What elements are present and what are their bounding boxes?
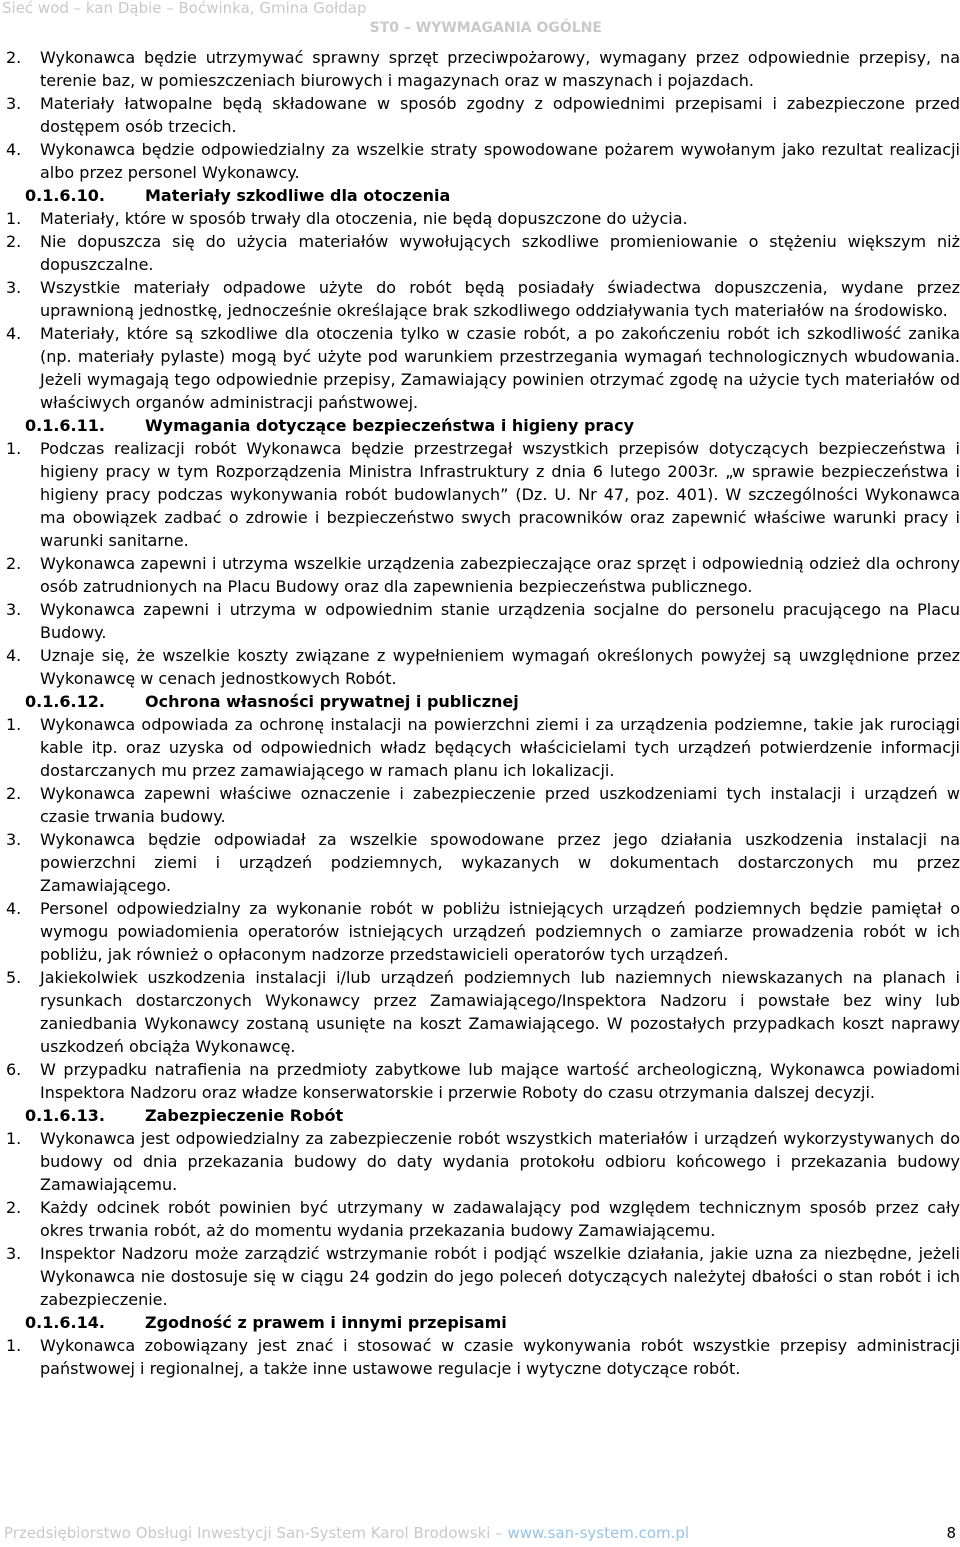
item-number: 3. [6, 830, 22, 849]
item-number: 3. [6, 1244, 22, 1263]
footer-company [4, 1524, 689, 1542]
list-item [6, 207, 960, 230]
header-title: Sieć wod – kan Dąbie – Boćwinka, Gmina Gołdap [2, 0, 367, 17]
item-number: 2. [6, 232, 22, 251]
item-number: 5. [6, 968, 22, 987]
item-text: Inspektor Nadzoru może zarządzić wstrzymanie robót i podjąć wszelkie działania, jakie uzna za niezbędne, jeżeli Wykonawca nie dostosuje się w ciągu 24 godzin do jego poleceń dotyczących należytej dbałości o stan robót i ich zabezpieczenie. [40, 1244, 960, 1309]
item-number: 3. [6, 278, 22, 297]
list-item [6, 966, 960, 1058]
list-item [6, 322, 960, 414]
item-text: Podczas realizacji robót Wykonawca będzie przestrzegał wszystkich przepisów dotyczących bezpieczeństwa i higieny pracy w tym Rozporządzenia Ministra Infrastruktury z dnia 6 lutego 2003r. „w sprawie bezpieczeństwa i higieny pracy podczas wykonywania robót budowlanych” (Dz. U. Nr 47, poz. 401). W szczególności Wykonawca ma obowiązek zadbać o zdrowie i bezpieczeństwo swych pracowników oraz zapewnić właściwe warunki pracy i warunki sanitarne. [40, 439, 960, 550]
item-text: Wykonawca jest odpowiedzialny za zabezpieczenie robót wszystkich materiałów i urządzeń wykorzystywanych do budowy od dnia przekazania budowy do daty wydania protokołu odbioru końcowego i przekazania budowy Zamawiającemu. [40, 1129, 960, 1194]
item-text: Personel odpowiedzialny za wykonanie robót w pobliżu istniejących urządzeń podziemnych będzie pamiętał o wymogu powiadomienia operatorów istniejących urządzeń podziemnych o zamiarze prowadzenia robót w ich pobliżu, jak również o opłaconym nadzorze przedstawicieli operatorów tych urządzeń. [40, 899, 960, 964]
list-item [6, 437, 960, 552]
item-text: Wszystkie materiały odpadowe użyte do robót będą posiadały świadectwa dopuszczenia, wydane przez uprawnioną jednostkę, jednocześnie określające brak szkodliwego oddziaływania tych materiałów na środowisko. [40, 278, 960, 320]
item-text: Materiały, które są szkodliwe dla otoczenia tylko w czasie robót, a po zakończeniu robót ich szkodliwość zanika (np. materiały pylaste) mogą być użyte pod warunkiem przestrzegania wymagań technologicznych wbudowania. Jeżeli wymagają tego odpowiednie przepisy, Zamawiający powinien otrzymać zgodę na użycie tych materiałów od właściwych organów administracji państwowej. [40, 324, 960, 412]
item-number: 6. [6, 1060, 22, 1079]
list-item [6, 598, 960, 644]
section-number: 0.1.6.11. [25, 416, 105, 435]
section-title: Wymagania dotyczące bezpieczeństwa i higieny pracy [145, 416, 634, 435]
list-item [6, 644, 960, 690]
item-number: 2. [6, 48, 22, 67]
section-title: Zabezpieczenie Robót [145, 1106, 344, 1125]
list-item [6, 713, 960, 782]
list-item [6, 92, 960, 138]
item-number: 2. [6, 554, 22, 573]
item-text: Wykonawca zapewni i utrzyma w odpowiednim stanie urządzenia socjalne do personelu pracującego na Placu Budowy. [40, 600, 960, 642]
section-title: Ochrona własności prywatnej i publicznej [145, 692, 519, 711]
item-number: 1. [6, 715, 22, 734]
item-number: 1. [6, 439, 22, 458]
page-footer [4, 1524, 956, 1542]
section-title: Materiały szkodliwe dla otoczenia [145, 186, 451, 205]
item-text: Uznaje się, że wszelkie koszty związane z wypełnieniem wymagań określonych powyżej są uwzględnione przez Wykonawcę w cenach jednostkowych Robót. [40, 646, 960, 688]
section-heading [6, 414, 960, 437]
item-number: 2. [6, 784, 22, 803]
list-item [6, 138, 960, 184]
section-heading [6, 184, 960, 207]
item-number: 2. [6, 1198, 22, 1217]
list-item [6, 46, 960, 92]
item-number: 1. [6, 1129, 22, 1148]
section-heading [6, 1104, 960, 1127]
item-text: Każdy odcinek robót powinien być utrzymany w zadawalający pod względem technicznym sposób przez cały okres trwania robót, aż do momentu wydania przekazania budowy Zamawiającemu. [40, 1198, 960, 1240]
footer-company-name: Przedsiębiorstwo Obsługi Inwestycji San-System Karol Brodowski – [4, 1524, 508, 1542]
list-item [6, 1334, 960, 1380]
item-text: Materiały łatwopalne będą składowane w sposób zgodny z odpowiednimi przepisami i zabezpieczone przed dostępem osób trzecich. [40, 94, 960, 136]
list-item [6, 276, 960, 322]
list-item [6, 230, 960, 276]
list-item [6, 1127, 960, 1196]
section-number: 0.1.6.12. [25, 692, 105, 711]
section-number: 0.1.6.14. [25, 1313, 105, 1332]
document-body [6, 46, 960, 1380]
item-number: 4. [6, 324, 22, 343]
item-text: W przypadku natrafienia na przedmioty zabytkowe lub mające wartość archeologiczną, Wykonawca powiadomi Inspektora Nadzoru oraz władze konserwatorskie i przerwie Roboty do czasu otrzymania dalszej decyzji. [40, 1060, 960, 1102]
section-title: Zgodność z prawem i innymi przepisami [145, 1313, 507, 1332]
item-number: 3. [6, 94, 22, 113]
item-number: 1. [6, 209, 22, 228]
section-number: 0.1.6.10. [25, 186, 105, 205]
page-number: 8 [946, 1524, 956, 1542]
list-item [6, 1242, 960, 1311]
list-item [6, 782, 960, 828]
item-text: Wykonawca będzie odpowiedzialny za wszelkie straty spowodowane pożarem wywołanym jako rezultat realizacji albo przez personel Wykonawcy. [40, 140, 960, 182]
section-number: 0.1.6.13. [25, 1106, 105, 1125]
item-number: 4. [6, 646, 22, 665]
item-text: Wykonawca zobowiązany jest znać i stosować w czasie wykonywania robót wszystkie przepisy administracji państwowej i regionalnej, a także inne ustawowe regulacje i wytyczne dotyczące robót. [40, 1336, 960, 1378]
item-text: Wykonawca będzie odpowiadał za wszelkie spowodowane przez jego działania uszkodzenia instalacji na powierzchni ziemi i urządzeń podziemnych, wykazanych w dokumentach dostarczonych mu przez Zamawiającego. [40, 830, 960, 895]
item-text: Wykonawca zapewni i utrzyma wszelkie urządzenia zabezpieczające oraz sprzęt i odpowiednią odzież dla ochrony osób zatrudnionych na Placu Budowy oraz dla zapewnienia bezpieczeństwa publicznego. [40, 554, 960, 596]
item-number: 4. [6, 899, 22, 918]
item-text: Materiały, które w sposób trwały dla otoczenia, nie będą dopuszczone do użycia. [40, 209, 688, 228]
item-number: 3. [6, 600, 22, 619]
item-number: 1. [6, 1336, 22, 1355]
item-text: Wykonawca odpowiada za ochronę instalacji na powierzchni ziemi i za urządzenia podziemne, takie jak rurociągi kable itp. oraz uzyska od odpowiednich władz będących właścicielami tych urządzeń potwierdzenie informacji dostarczanych mu przez zamawiającego w ramach planu ich lokalizacji. [40, 715, 960, 780]
list-item [6, 1196, 960, 1242]
list-item [6, 828, 960, 897]
list-item [6, 1058, 960, 1104]
item-text: Nie dopuszcza się do użycia materiałów wywołujących szkodliwe promieniowanie o stężeniu większym niż dopuszczalne. [40, 232, 960, 274]
item-number: 4. [6, 140, 22, 159]
list-item [6, 552, 960, 598]
item-text: Jakiekolwiek uszkodzenia instalacji i/lub urządzeń podziemnych lub naziemnych niewskazanych na planach i rysunkach dostarczonych Wykonawcy przez Zamawiającego/Inspektora Nadzoru i powstałe bez winy lub zaniedbania Wykonawcy zostaną usunięte na koszt Zamawiającego. W pozostałych przypadkach koszt naprawy uszkodzeń obciąża Wykonawcę. [40, 968, 960, 1056]
section-heading [6, 1311, 960, 1334]
item-text: Wykonawca zapewni właściwe oznaczenie i zabezpieczenie przed uszkodzeniami tych instalacji i urządzeń w czasie trwania budowy. [40, 784, 960, 826]
header-section: ST0 – WYWMAGANIA OGÓLNE [369, 20, 602, 36]
footer-website-link[interactable]: www.san-system.com.pl [507, 1524, 690, 1542]
list-item [6, 897, 960, 966]
section-heading [6, 690, 960, 713]
item-text: Wykonawca będzie utrzymywać sprawny sprzęt przeciwpożarowy, wymagany przez odpowiednie przepisy, na terenie baz, w pomieszczeniach biurowych i magazynach oraz w maszynach i pojazdach. [40, 48, 960, 90]
